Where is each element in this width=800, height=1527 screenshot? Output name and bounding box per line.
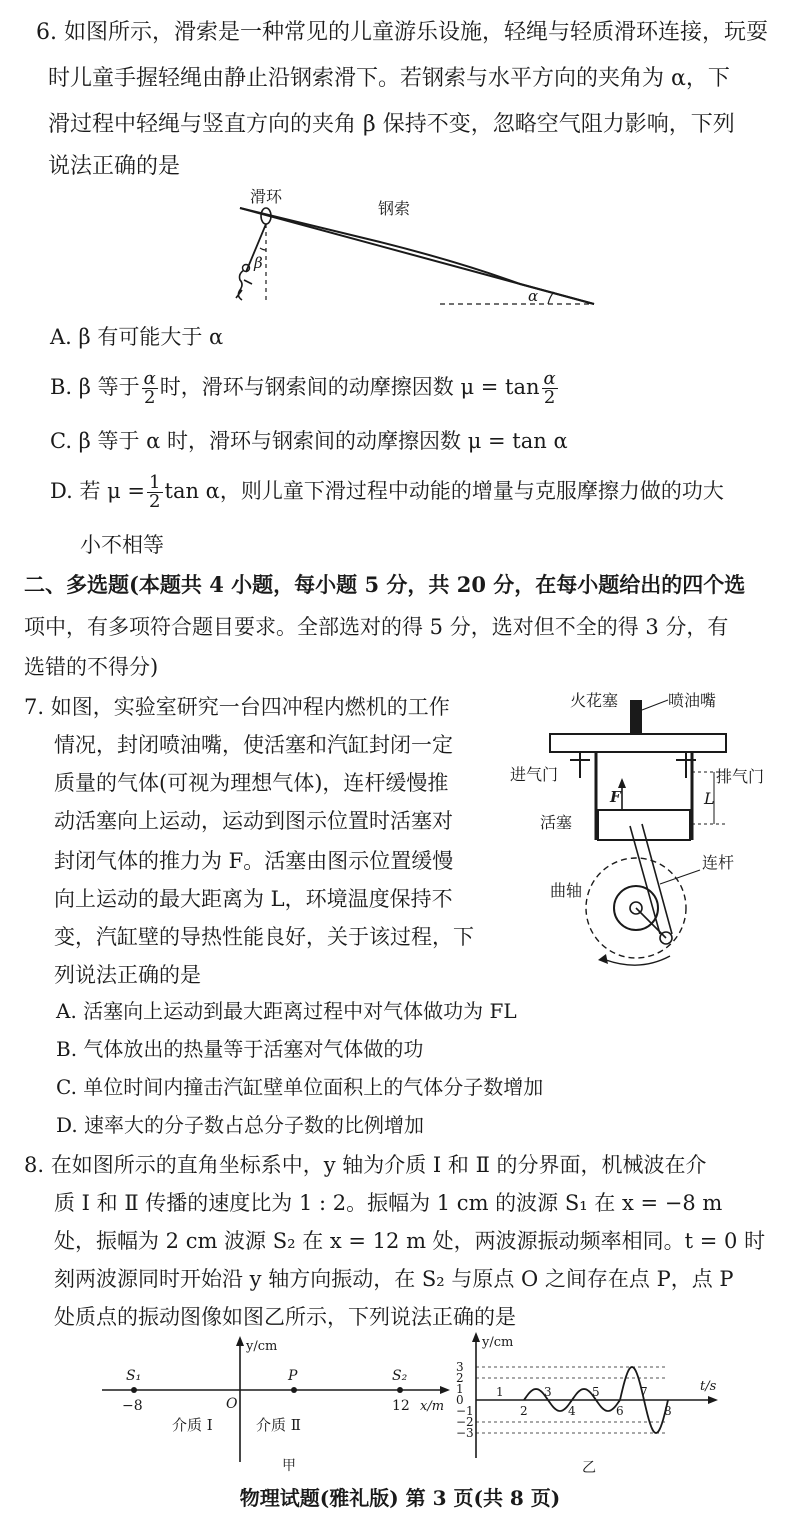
yi-ytick-label: 2 — [456, 1371, 464, 1385]
inlet-label: 进气门 — [510, 765, 559, 784]
child-figure — [236, 270, 252, 300]
q6-line-2: 时儿童手握轻绳由静止沿钢索滑下。若钢索与水平方向的夹角为 α，下 — [48, 66, 730, 91]
q7-engine-figure — [510, 688, 790, 976]
P-point — [291, 1387, 297, 1393]
P-label: P — [288, 1368, 298, 1384]
yi-ytick-label: −2 — [456, 1415, 474, 1429]
ring-label: 滑环 — [250, 187, 283, 206]
q6-option-a: A. β 有可能大于 α — [50, 325, 224, 349]
yi-ytick-label: 1 — [456, 1382, 464, 1396]
origin-label: O — [226, 1396, 238, 1412]
q7-line-2: 情况，封闭喷油嘴，使活塞和汽缸封闭一定 — [54, 733, 453, 757]
yi-xticks — [496, 1385, 672, 1418]
q6-option-d — [50, 474, 724, 511]
yi-xtick-label: 3 — [544, 1385, 552, 1399]
cable-label: 钢索 — [378, 199, 411, 218]
q6-option-b-frac2: $\frac{\alpha}{2}$ — [543, 368, 556, 408]
q7-option-d: D. 速率大的分子数占总分子数的比例增加 — [56, 1113, 425, 1137]
yi-xtick-label: 4 — [568, 1404, 576, 1418]
q6-line-3: 滑过程中轻绳与竖直方向的夹角 β 保持不变，忽略空气阻力影响，下列 — [48, 112, 735, 137]
crank-label: 曲轴 — [550, 881, 583, 900]
q6-option-d-rest: tan α，则儿童下滑过程中动能的增量与克服摩擦力做的功大 — [164, 479, 724, 503]
q6-option-d-prefix: D. 若 μ = — [50, 479, 146, 503]
q6-option-d-frac: $\frac{1}{2}$ — [149, 472, 161, 512]
q6-line-4: 说法正确的是 — [48, 154, 181, 179]
force-label: F — [610, 788, 621, 806]
section2-line-2: 项中，有多项符合题目要求。全部选对的得 5 分，选对但不全的得 3 分，有 — [24, 615, 729, 639]
jia-xlabel: x/m — [420, 1399, 445, 1414]
q7-option-c: C. 单位时间内撞击汽缸壁单位面积上的气体分子数增加 — [56, 1075, 544, 1099]
q8-line-4: 刻两波源同时开始沿 y 轴方向振动，在 S₂ 与原点 O 之间存在点 P，点 P — [54, 1267, 734, 1291]
q7-line-8: 列说法正确的是 — [54, 963, 201, 987]
S1-label: S₁ — [126, 1368, 142, 1384]
rotation-arrow — [606, 956, 670, 965]
medium2-label: 介质 Ⅱ — [256, 1416, 301, 1434]
q6-zipline-figure — [230, 184, 610, 314]
cylinder-head — [550, 734, 726, 752]
L-label: L — [704, 789, 715, 808]
yi-caption: 乙 — [582, 1460, 596, 1476]
inlet-valve — [570, 752, 590, 778]
yi-xtick-label: 5 — [592, 1385, 600, 1399]
q8-figure-yi — [452, 1332, 722, 1478]
yi-ytick-label: −3 — [456, 1426, 474, 1440]
S2-point — [397, 1387, 403, 1393]
piston-label: 活塞 — [540, 813, 573, 832]
y-axis-arrow — [236, 1336, 244, 1346]
yi-yticks — [456, 1360, 474, 1440]
q7-line-4: 动活塞向上运动，运动到图示位置时活塞对 — [54, 809, 453, 833]
medium1-label: 介质 Ⅰ — [172, 1416, 213, 1434]
q7-option-b: B. 气体放出的热量等于活塞对气体做的功 — [56, 1037, 424, 1061]
rod-pointer — [660, 870, 700, 884]
exhaust-label: 排气门 — [716, 767, 765, 786]
q7-line-5: 封闭气体的推力为 F。活塞由图示位置缓慢 — [54, 849, 454, 873]
alpha-label: α — [528, 287, 539, 305]
spark-plug-label: 火花塞 — [570, 691, 619, 710]
q7-line-3: 质量的气体(可视为理想气体)，连杆缓慢推 — [54, 771, 449, 795]
nozzle-label: 喷油嘴 — [668, 691, 717, 710]
jia-caption: 甲 — [282, 1458, 296, 1474]
yi-xtick-label: 6 — [616, 1404, 624, 1418]
q6-line-1: 6. 如图所示，滑索是一种常见的儿童游乐设施，轻绳与轻质滑环连接，玩耍 — [36, 20, 768, 45]
yi-ytick-label: 3 — [456, 1360, 464, 1374]
yi-xtick-label: 8 — [664, 1404, 672, 1418]
q6-option-b-prefix: B. β 等于 — [50, 375, 140, 399]
q7-option-a: A. 活塞向上运动到最大距离过程中对气体做功为 FL — [56, 999, 517, 1023]
q6-option-b-mid: 时，滑环与钢索间的动摩擦因数 μ = tan — [159, 375, 540, 399]
nozzle-pointer — [642, 700, 668, 710]
force-arrowhead — [618, 778, 626, 788]
q7-line-1: 7. 如图，实验室研究一台四冲程内燃机的工作 — [24, 695, 450, 719]
alpha-arc — [548, 292, 554, 304]
q7-line-7: 变，汽缸壁的导热性能良好，关于该过程，下 — [54, 925, 474, 949]
yi-xtick-label: 2 — [520, 1404, 528, 1418]
S1-coord: −8 — [122, 1398, 143, 1414]
rotation-arrowhead — [598, 954, 608, 964]
spark-plug — [630, 700, 642, 734]
q6-option-b — [50, 370, 560, 407]
piston — [598, 810, 690, 840]
q6-option-b-frac: $\frac{\alpha}{2}$ — [143, 368, 156, 408]
section2-line-1: 二、多选题(本题共 4 小题，每小题 5 分，共 20 分，在每小题给出的四个选 — [24, 572, 746, 597]
yi-ytick-label: 0 — [456, 1393, 464, 1407]
yi-ylabel: y/cm — [482, 1335, 514, 1350]
q8-line-5: 处质点的振动图像如图乙所示，下列说法正确的是 — [54, 1305, 516, 1329]
yi-ytick-label: −1 — [456, 1404, 474, 1418]
q8-line-1: 8. 在如图所示的直角坐标系中，y 轴为介质 Ⅰ 和 Ⅱ 的分界面，机械波在介 — [24, 1153, 707, 1177]
q6-option-d-continued: 小不相等 — [80, 533, 164, 557]
beta-arc — [260, 248, 266, 250]
page-footer: 物理试题(雅礼版) 第 3 页(共 8 页) — [239, 1486, 561, 1510]
S2-coord: 12 — [392, 1398, 410, 1414]
q6-option-c: C. β 等于 α 时，滑环与钢索间的动摩擦因数 μ = tan α — [50, 429, 568, 453]
x-axis-arrow — [440, 1386, 450, 1394]
beta-label: β — [254, 254, 263, 272]
q7-line-6: 向上运动的最大距离为 L，环境温度保持不 — [54, 887, 453, 911]
yi-x-arrow — [708, 1396, 718, 1404]
jia-ylabel: y/cm — [246, 1339, 278, 1354]
S1-point — [131, 1387, 137, 1393]
q8-line-3: 处，振幅为 2 cm 波源 S₂ 在 x = 12 m 处，两波源振动频率相同。t = 0 时 — [54, 1229, 766, 1253]
q8-line-2: 质 Ⅰ 和 Ⅱ 传播的速度比为 1 : 2。振幅为 1 cm 的波源 S₁ 在 x = −8 m — [54, 1191, 723, 1215]
q8-figure-jia — [96, 1336, 452, 1476]
rod-label: 连杆 — [702, 853, 735, 872]
yi-xtick-label: 1 — [496, 1385, 504, 1399]
yi-xlabel: t/s — [700, 1379, 717, 1394]
S2-label: S₂ — [392, 1368, 408, 1384]
yi-y-arrow — [472, 1332, 480, 1342]
yi-xtick-label: 7 — [640, 1385, 648, 1399]
section2-line-3: 选错的不得分) — [24, 655, 159, 679]
